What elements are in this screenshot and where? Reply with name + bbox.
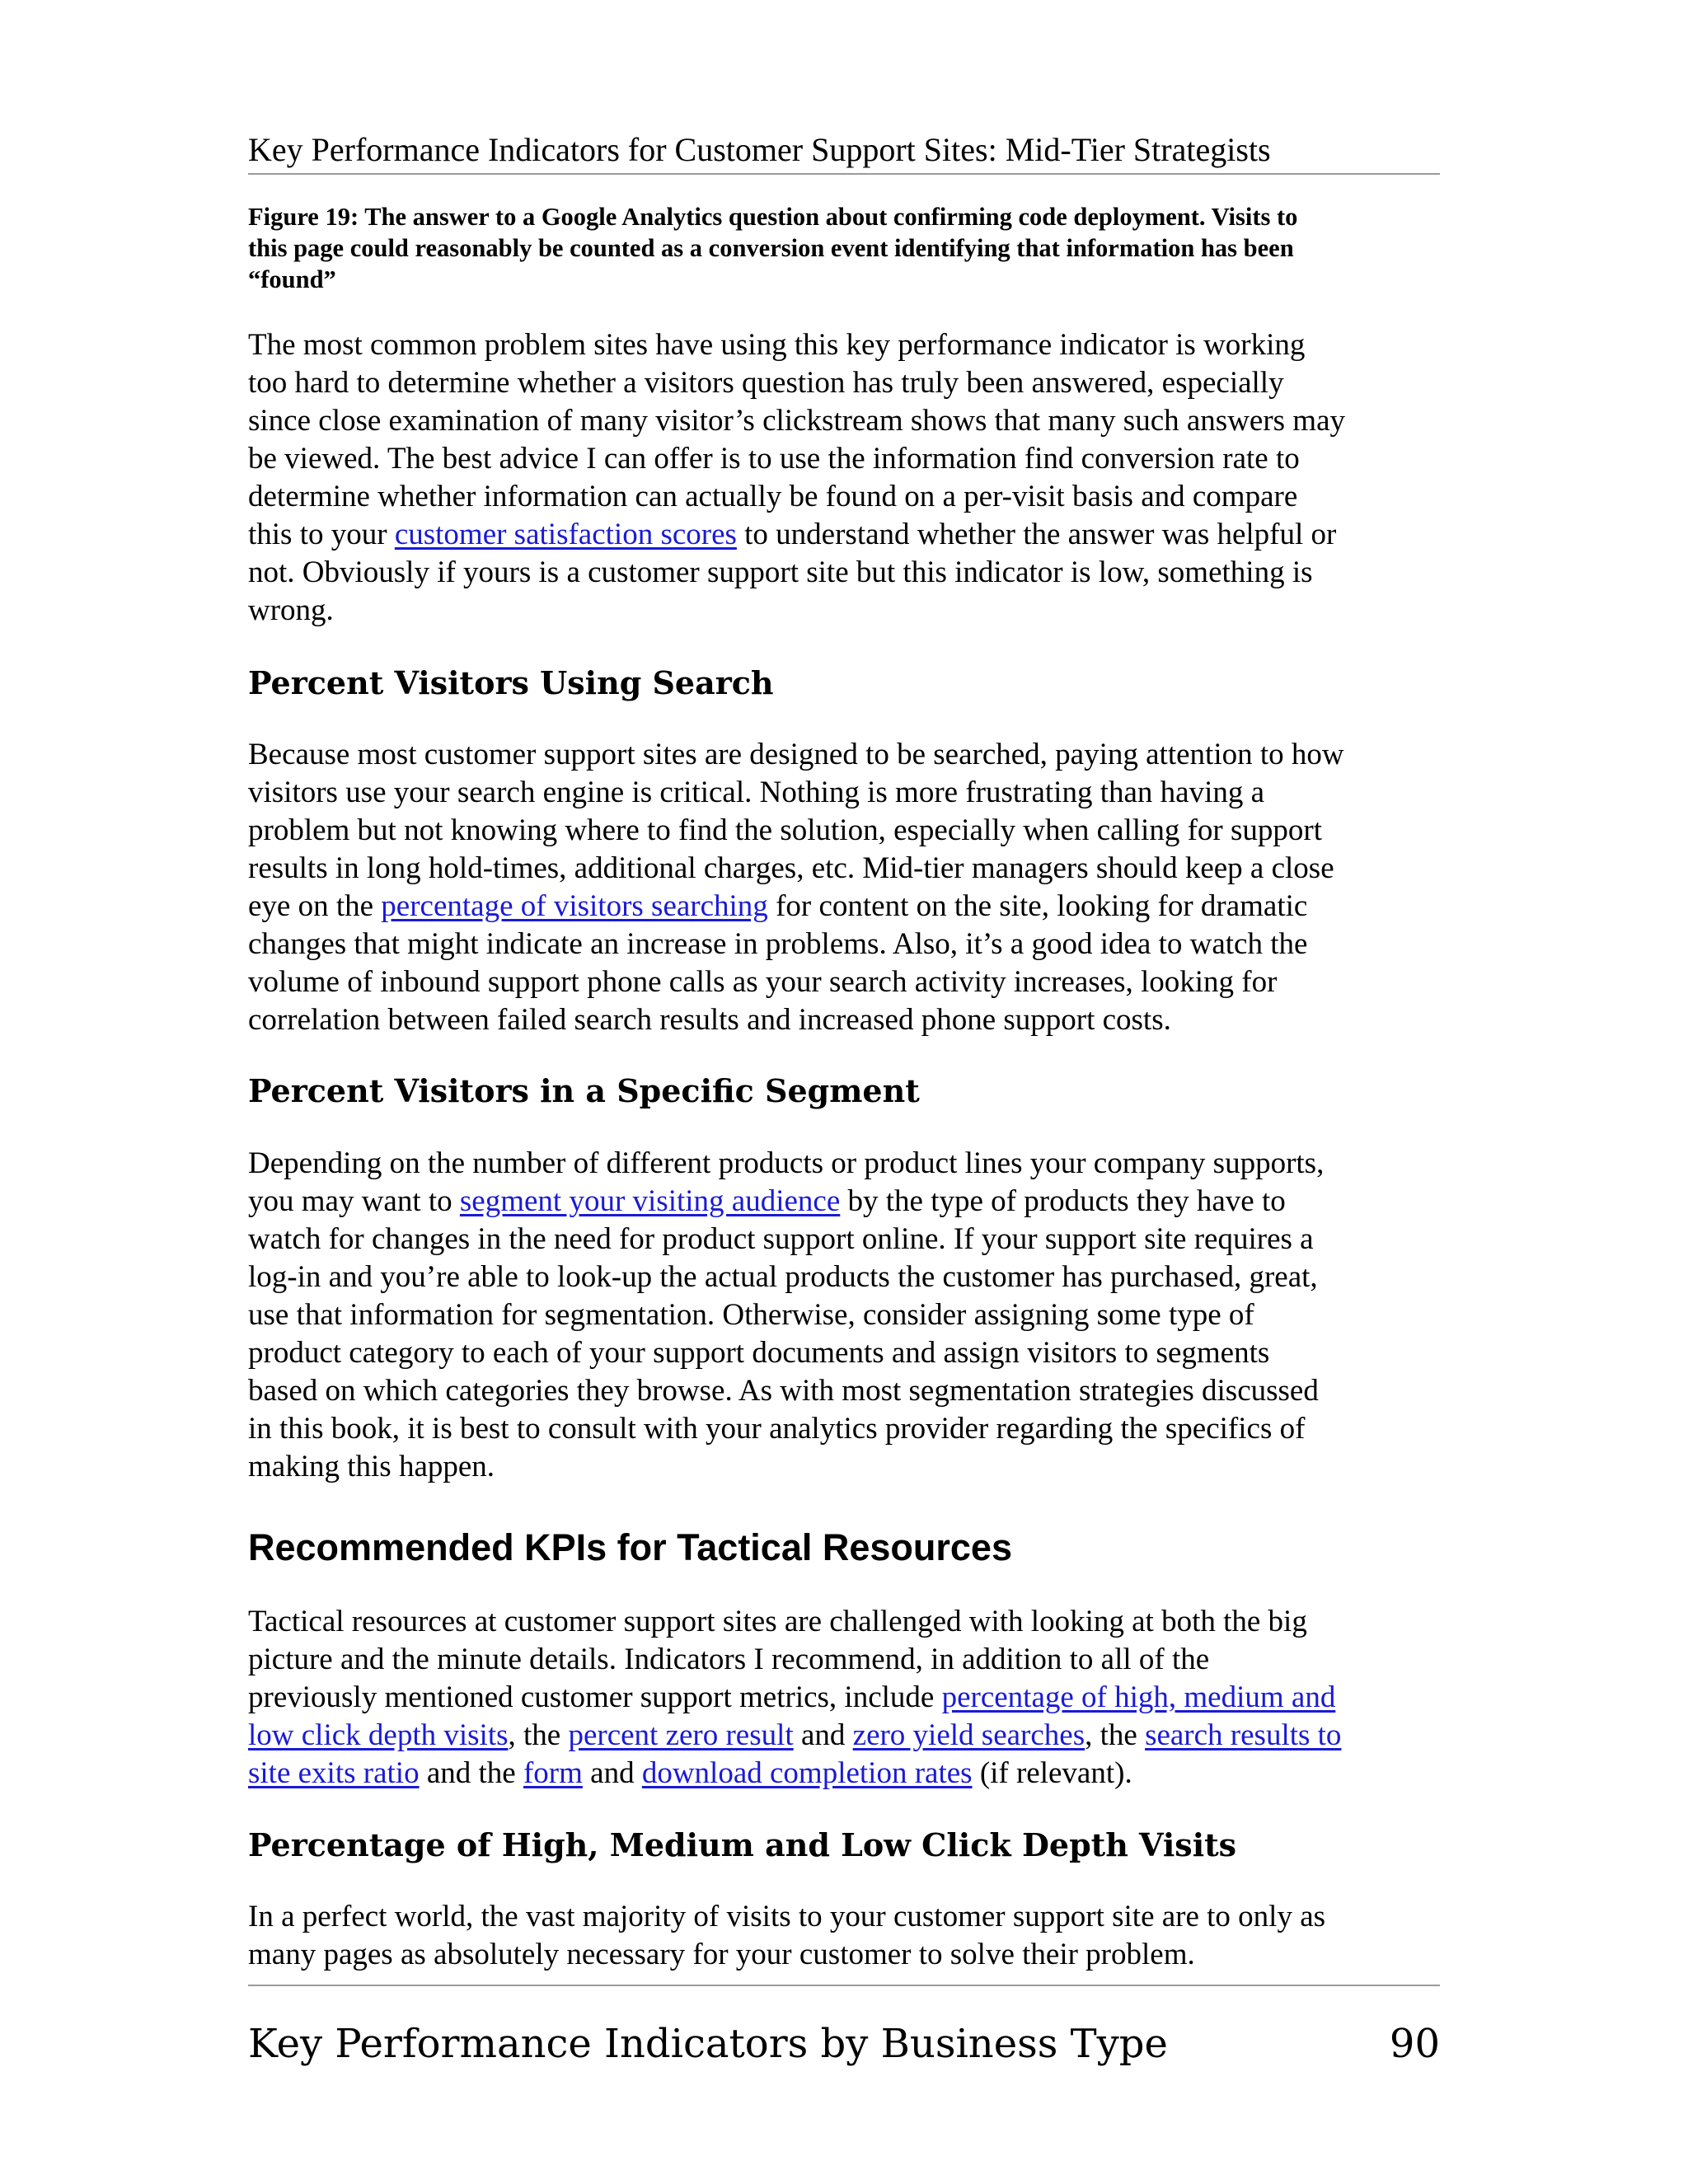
text-run: , the [508,1718,569,1752]
text-line [248,516,1440,554]
text-line: correlation between failed search results and increased phone support costs. [248,1003,1171,1037]
text-line [248,888,1440,926]
text-run: this to your [248,518,395,551]
text-line: in this book, it is best to consult with your analytics provider regarding the specifics of [248,1412,1306,1446]
text-run: and [582,1756,642,1790]
text-run: by the type of products they have to [840,1184,1286,1218]
paragraph-search [248,736,1440,1039]
text-run: you may want to [248,1184,460,1218]
paragraph-click-depth [248,1898,1440,1974]
heading-click-depth-visits: Percentage of High, Medium and Low Click Depth Visits [248,1826,1237,1863]
text-line: determine whether information can actually be found on a per-visit basis and compare [248,480,1298,513]
text-line: Depending on the number of different products or product lines your company supports, [248,1146,1325,1180]
footer-book-title: Key Performance Indicators by Business Type [248,2021,1168,2067]
heading-percent-visitors-using-search: Percent Visitors Using Search [248,664,774,701]
text-run: eye on the [248,889,382,923]
text-line: use that information for segmentation. Otherwise, consider assigning some type of [248,1298,1254,1332]
link-form[interactable]: form [523,1756,583,1790]
text-run: , the [1085,1718,1146,1752]
heading-percent-visitors-in-segment: Percent Visitors in a Specific Segment [248,1072,920,1109]
running-header: Key Performance Indicators for Customer Support Sites: Mid-Tier Strategists [248,131,1271,168]
paragraph-tactical [248,1603,1440,1793]
text-line: be viewed. The best advice I can offer is to use the information find conversion rate to [248,442,1300,476]
text-line [248,1679,1440,1717]
text-line: problem but not knowing where to find the solution, especially when calling for support [248,813,1322,847]
link-site-exits-ratio[interactable]: site exits ratio [248,1756,420,1790]
figure-caption [248,201,1440,295]
link-percentage-click-depth[interactable]: percentage of high, medium and [941,1680,1336,1714]
text-line: In a perfect world, the vast majority of visits to your customer support site are to only as [248,1900,1326,1933]
text-run: and [793,1718,853,1752]
text-line: product category to each of your support documents and assign visitors to segments [248,1336,1270,1370]
link-segment-your-visiting-audience[interactable]: segment your visiting audience [459,1184,841,1218]
text-line: log-in and you’re able to look-up the actual products the customer has purchased, great, [248,1260,1318,1294]
link-zero-yield-searches[interactable]: zero yield searches [852,1718,1085,1752]
header-divider [248,173,1440,175]
text-line [248,1717,1440,1755]
text-line: too hard to determine whether a visitors question has truly been answered, especially [248,366,1284,400]
text-line: watch for changes in the need for product support online. If your support site requires a [248,1222,1314,1256]
caption-line: Figure 19: The answer to a Google Analytics question about confirming code deployment. Visits to [248,203,1298,231]
text-line: not. Obviously if yours is a customer support site but this indicator is low, something is [248,555,1313,589]
link-low-click-depth-visits[interactable]: low click depth visits [248,1718,509,1752]
link-search-results-to[interactable]: search results to [1145,1718,1342,1752]
text-line: The most common problem sites have using this key performance indicator is working [248,328,1306,362]
paragraph-kpi-problems [248,326,1440,630]
text-line: volume of inbound support phone calls as your search activity increases, looking for [248,965,1278,999]
text-line [248,1183,1440,1221]
text-run: for content on the site, looking for dramatic [767,889,1308,923]
link-percentage-of-visitors-searching[interactable]: percentage of visitors searching [381,889,768,923]
text-line [248,1755,1440,1793]
text-line: visitors use your search engine is critical. Nothing is more frustrating than having a [248,776,1265,809]
page-number: 90 [1389,2021,1440,2067]
text-run: (if relevant). [972,1756,1132,1790]
caption-line: “found” [248,265,336,293]
text-line: Because most customer support sites are designed to be searched, paying attention to how [248,738,1344,771]
text-line: results in long hold-times, additional charges, etc. Mid-tier managers should keep a close [248,851,1334,885]
link-percent-zero-result[interactable]: percent zero result [568,1718,794,1752]
text-run: and the [419,1756,523,1790]
text-line: Tactical resources at customer support sites are challenged with looking at both the big [248,1605,1307,1638]
text-run: to understand whether the answer was helpful or [736,518,1337,551]
text-line: wrong. [248,593,334,627]
link-customer-satisfaction-scores[interactable]: customer satisfaction scores [394,518,737,551]
footer-divider [248,1985,1440,1986]
text-run: previously mentioned customer support metrics, include [248,1680,942,1714]
link-download-completion-rates[interactable]: download completion rates [641,1756,973,1790]
text-line: making this happen. [248,1450,495,1483]
heading-recommended-kpis-tactical: Recommended KPIs for Tactical Resources [248,1526,1012,1568]
text-line: changes that might indicate an increase in problems. Also, it’s a good idea to watch the [248,927,1308,961]
text-line: many pages as absolutely necessary for your customer to solve their problem. [248,1938,1195,1971]
text-line: based on which categories they browse. As with most segmentation strategies discussed [248,1374,1319,1408]
paragraph-segment [248,1145,1440,1486]
caption-line: this page could reasonably be counted as a conversion event identifying that information has been [248,234,1294,262]
text-line: since close examination of many visitor’s clickstream shows that many such answers may [248,404,1346,438]
text-line: picture and the minute details. Indicators I recommend, in addition to all of the [248,1643,1210,1676]
